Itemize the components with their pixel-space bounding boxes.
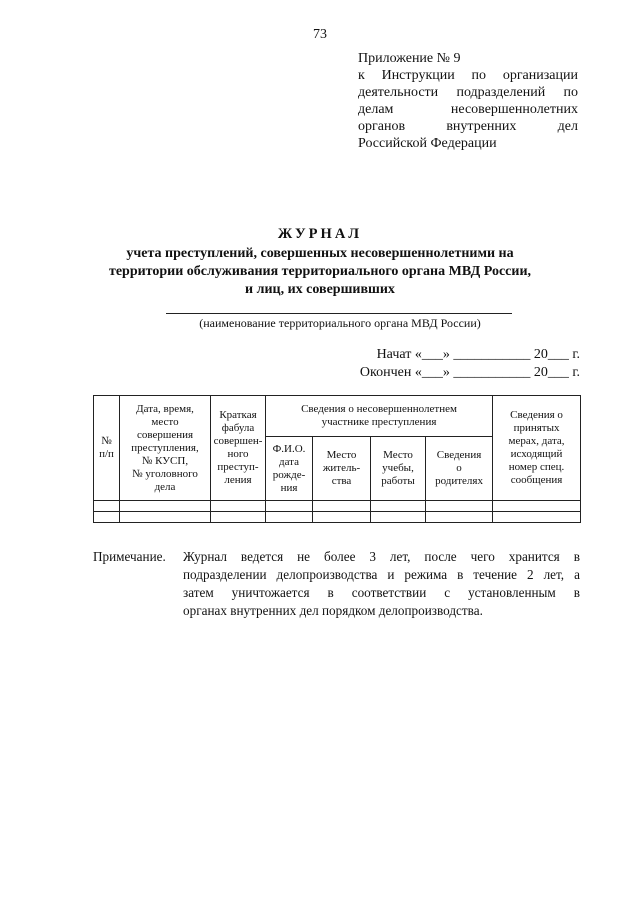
word: подразделений <box>456 85 546 100</box>
word: лет, <box>543 567 565 582</box>
table-cell <box>266 501 313 512</box>
word: не <box>297 549 311 564</box>
table-cell <box>266 512 313 523</box>
table-cell <box>313 512 371 523</box>
appendix-line-4 <box>358 118 578 135</box>
page-number: 73 <box>313 27 327 42</box>
journal-dates <box>300 346 580 382</box>
word: соответствии <box>351 585 427 600</box>
note-text <box>183 548 580 620</box>
word: в <box>457 567 464 582</box>
word: к <box>358 68 365 83</box>
appendix-line-1 <box>358 67 578 84</box>
word: затем <box>183 585 214 600</box>
word: делам <box>358 102 394 117</box>
col-header-study: Место учебы, работы <box>371 437 426 501</box>
word: лет, <box>389 549 411 564</box>
note-block <box>93 548 580 620</box>
col-header-summary: Краткая фабула совершен- ного преступ- ления <box>211 396 266 501</box>
table-cell <box>371 512 426 523</box>
note-line-4 <box>183 602 580 620</box>
word: а <box>574 567 580 582</box>
word: более <box>324 549 356 564</box>
table-cell <box>120 501 211 512</box>
word: органов <box>358 119 406 134</box>
word: установленным <box>468 585 556 600</box>
finished-date: Окончен «___» ___________ 20___ г. <box>359 365 580 380</box>
note-line-3 <box>183 584 580 602</box>
subtitle-line: территории обслуживания территориального органа МВД России, <box>108 264 532 279</box>
appendix-line-2 <box>358 84 578 101</box>
word: с <box>444 585 451 600</box>
col-header-parents: Сведения о родителях <box>426 437 493 501</box>
note-label: Примечание. <box>93 549 166 564</box>
word: по <box>563 85 578 100</box>
word: течение <box>473 567 518 582</box>
col-header-number: № п/п <box>94 396 120 501</box>
table-cell <box>371 501 426 512</box>
word: дел <box>557 119 578 134</box>
word: органах внутренних дел порядком делопроизводства. <box>183 603 483 618</box>
note-line-1 <box>183 548 580 566</box>
col-header-date: Дата, время, место совершения преступления, № КУСП, № уголовного дела <box>120 396 211 501</box>
col-header-measures: Сведения о принятых мерах, дата, исходящий номер спец. сообщения <box>493 396 581 501</box>
word: режима <box>404 567 448 582</box>
word: Журнал <box>183 549 227 564</box>
word: и <box>387 567 395 582</box>
started-date: Начат «___» ___________ 20___ г. <box>376 347 580 362</box>
journal-title: ЖУРНАЛ <box>277 226 363 242</box>
table-cell <box>211 501 266 512</box>
word: внутренних <box>446 119 517 134</box>
word: 3 <box>369 549 376 564</box>
subtitle-line: и лиц, их совершивших <box>245 282 395 297</box>
table-cell <box>426 501 493 512</box>
word: ведется <box>240 549 284 564</box>
table-cell <box>426 512 493 523</box>
appendix-line-3 <box>358 101 578 118</box>
word: уничтожается <box>231 585 310 600</box>
org-name-underline <box>166 313 512 314</box>
word: в <box>573 585 580 600</box>
word: после <box>424 549 457 564</box>
appendix-line-5: Российской Федерации <box>358 136 497 151</box>
table-row <box>94 512 581 523</box>
word: 2 <box>527 567 534 582</box>
word: в <box>573 549 580 564</box>
word: в <box>327 585 334 600</box>
word: Инструкции <box>381 68 455 83</box>
journal-table <box>93 395 581 523</box>
note-line-2 <box>183 566 580 584</box>
word: делопроизводства <box>276 567 378 582</box>
table-cell <box>493 512 581 523</box>
subtitle-line: учета преступлений, совершенных несовершеннолетними на <box>126 246 514 261</box>
journal-subtitle <box>60 245 580 299</box>
appendix-title: Приложение № 9 <box>358 51 461 66</box>
table-cell <box>313 501 371 512</box>
word: несовершеннолетних <box>450 102 578 117</box>
table-row <box>94 501 581 512</box>
col-header-fio: Ф.И.О. дата рожде- ния <box>266 437 313 501</box>
org-name-caption: (наименование территориального органа МВД России) <box>199 316 481 330</box>
word: деятельности <box>358 85 439 100</box>
table-cell <box>120 512 211 523</box>
word: организации <box>502 68 578 83</box>
word: подразделении <box>183 567 267 582</box>
word: чего <box>470 549 495 564</box>
word: хранится <box>508 549 560 564</box>
table-cell <box>94 512 120 523</box>
table-cell <box>94 501 120 512</box>
col-header-minor-group: Сведения о несовершеннолетнем участнике преступления <box>266 396 493 437</box>
table-cell <box>211 512 266 523</box>
word: по <box>471 68 487 83</box>
col-header-residence: Место житель- ства <box>313 437 371 501</box>
appendix-block <box>358 50 578 152</box>
table-cell <box>493 501 581 512</box>
